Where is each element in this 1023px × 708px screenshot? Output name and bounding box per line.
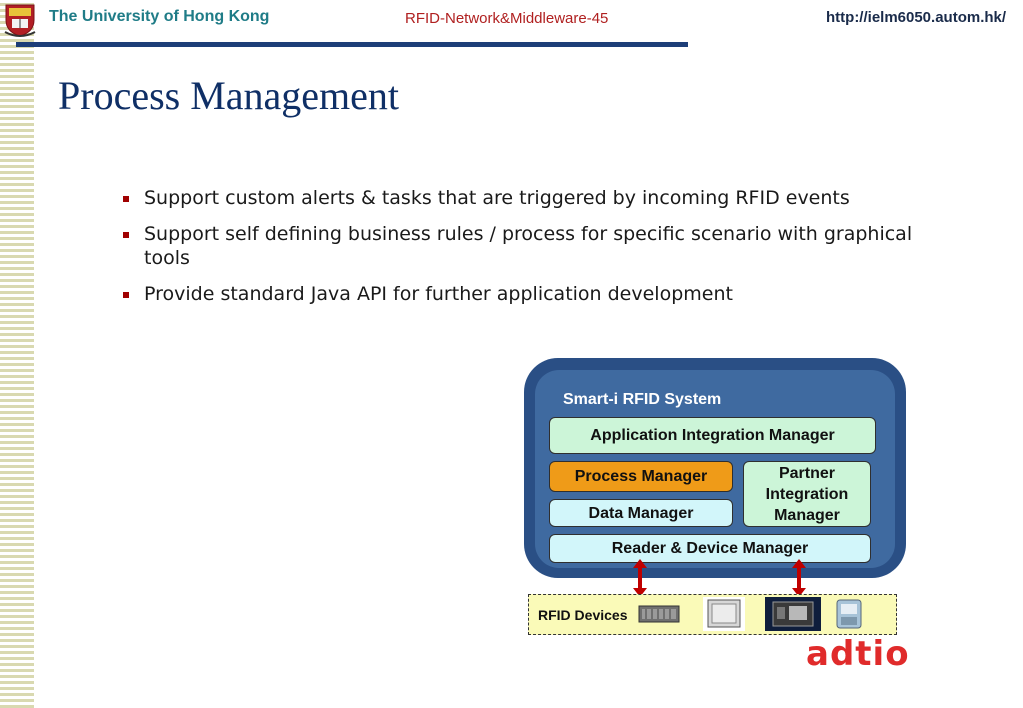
- rfid-devices-label: RFID Devices: [538, 607, 628, 623]
- university-name: The University of Hong Kong: [49, 8, 270, 25]
- slide-title: Process Management: [58, 73, 400, 118]
- data-manager-box: Data Manager: [549, 499, 733, 527]
- bidirectional-arrow-icon: [638, 566, 642, 590]
- left-decorative-stripe: [0, 0, 34, 708]
- adtio-brand-logo: adtio: [806, 634, 910, 674]
- rfid-reader-rack-icon: [638, 600, 680, 626]
- bullet-list: [120, 186, 920, 318]
- system-title: Smart-i RFID System: [563, 391, 722, 408]
- rfid-antenna-panel-icon: [703, 597, 745, 631]
- bullet-item: Support self defining business rules / process for specific scenario with graphical tools: [120, 222, 920, 270]
- rfid-handheld-device-icon: [834, 598, 864, 630]
- bullet-item: Support custom alerts & tasks that are triggered by incoming RFID events: [120, 186, 920, 210]
- header-divider: [16, 42, 688, 47]
- process-manager-box: Process Manager: [549, 461, 733, 492]
- reader-device-manager-box: Reader & Device Manager: [549, 534, 871, 563]
- rfid-printer-icon: [765, 597, 821, 631]
- application-integration-manager-box: Application Integration Manager: [549, 417, 876, 454]
- bullet-item: Provide standard Java API for further application development: [120, 282, 920, 306]
- partner-integration-manager-box: Partner Integration Manager: [743, 461, 871, 527]
- course-url: http://ielm6050.autom.hk/: [826, 9, 1007, 26]
- course-slide-label: RFID-Network&Middleware-45: [405, 10, 609, 27]
- bidirectional-arrow-icon: [797, 566, 801, 590]
- university-crest-icon: [3, 2, 37, 38]
